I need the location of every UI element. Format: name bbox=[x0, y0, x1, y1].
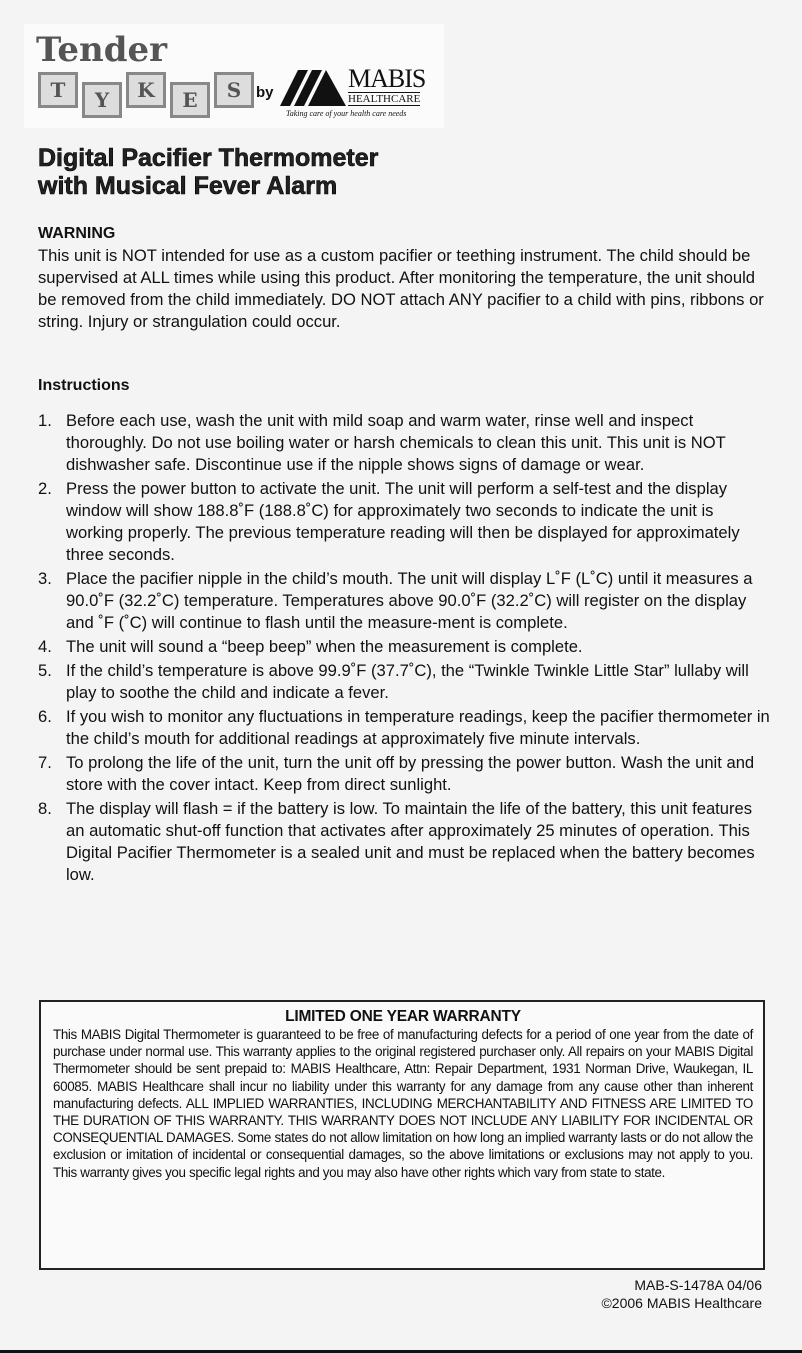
block: Y bbox=[82, 82, 122, 118]
item-text: If you wish to monitor any fluctuations in temperature readings, keep the pacifier thermometer in the child’s mouth for additional readings at approximately five minute intervals. bbox=[66, 707, 770, 748]
item-text: Place the pacifier nipple in the child’s mouth. The unit will display L˚F (L˚C) until it measures a 90.0˚F (32.2˚C) temperature. Temperatures above 90.0˚F (32.2˚C) will register on the display and ˚F (˚C) will continue to flash until the measure-ment is complete. bbox=[66, 569, 753, 632]
item-text: Before each use, wash the unit with mild soap and warm water, rinse well and inspect thoroughly. Do not use boiling water or harsh chemicals to clean this unit. This unit is NOT dishwasher safe. Discontinue use if the nipple shows signs of damage or wear. bbox=[66, 411, 726, 474]
block: K bbox=[126, 72, 166, 108]
list-item bbox=[38, 706, 770, 750]
mabis-wordmark: MABIS bbox=[348, 64, 426, 93]
instructions-list bbox=[38, 410, 770, 888]
item-number: 7. bbox=[38, 753, 52, 772]
list-item bbox=[38, 798, 770, 886]
by-label: by bbox=[256, 84, 274, 101]
warranty-box bbox=[39, 1000, 765, 1270]
item-text: To prolong the life of the unit, turn the unit off by pressing the power button. Wash the unit and store with the cover intact. Keep from direct sunlight. bbox=[66, 753, 755, 794]
warranty-text: This MABIS Digital Thermometer is guaranteed to be free of manufacturing defects for a period of one year from the date of purchase under normal use. This warranty applies to the original registered purchaser only. All repairs on your MABIS Digital Thermometer should be sent prepaid to: MABIS Healthcare, Attn: Repair Department, 1931 Norman Drive, Waukegan, IL 60085. MABIS Healthcare shall incur no liability under this warranty for any damage from any cause other than inherent manufacturing defects. ALL IMPLIED WARRANTIES, INCLUDING MERCHANTABILITY AND FITNESS ARE LIMITED TO THE DURATION OF THIS WARRANTY. THIS WARRANTY DOES NOT INCLUDE ANY LIABILITY FOR INCIDENTAL OR CONSEQUENTIAL DAMAGES. Some states do not allow limitation on how long an implied warranty lasts or do not allow the exclusion or imitation of incidental or consequential damages, so the above limitations or exclusions may not apply to you. This warranty gives you specific legal rights and you may also have other rights which vary from state to state. bbox=[53, 1027, 753, 1180]
tagline: Taking care of your health care needs bbox=[286, 109, 407, 118]
title-line: with Musical Fever Alarm bbox=[38, 172, 338, 200]
item-number: 2. bbox=[38, 479, 52, 498]
tykes-blocks bbox=[38, 72, 254, 118]
copyright: ©2006 MABIS Healthcare bbox=[601, 1295, 762, 1311]
mabis-logo-icon bbox=[280, 70, 346, 106]
item-number: 3. bbox=[38, 569, 52, 588]
item-number: 5. bbox=[38, 661, 52, 680]
list-item bbox=[38, 410, 770, 476]
instructions-heading: Instructions bbox=[38, 377, 130, 394]
item-number: 1. bbox=[38, 411, 52, 430]
list-item bbox=[38, 636, 770, 658]
warranty-heading: LIMITED ONE YEAR WARRANTY bbox=[285, 1008, 521, 1025]
item-text: The display will flash = if the battery is low. To maintain the life of the battery, this unit features an automatic shut-off function that activates after approximately 25 minutes of operation. This Digital Pacifier Thermometer is a sealed unit and must be replaced when the battery becomes low. bbox=[66, 799, 755, 884]
title-line: Digital Pacifier Thermometer bbox=[38, 144, 379, 172]
list-item bbox=[38, 752, 770, 796]
tender-tykes-logo-text: Tender bbox=[36, 30, 168, 70]
item-number: 4. bbox=[38, 637, 52, 656]
list-item bbox=[38, 660, 770, 704]
document-code: MAB-S-1478A 04/06 bbox=[634, 1277, 762, 1293]
block: E bbox=[170, 82, 210, 118]
block: T bbox=[38, 72, 78, 108]
item-number: 8. bbox=[38, 799, 52, 818]
footer bbox=[601, 1276, 762, 1312]
healthcare-wordmark: HEALTHCARE bbox=[348, 93, 421, 105]
item-text: If the child’s temperature is above 99.9˚F (37.7˚C), the “Twinkle Twinkle Little Star” lullaby will play to soothe the child and indicate a fever. bbox=[66, 661, 749, 702]
logo bbox=[24, 24, 444, 128]
warning-section bbox=[38, 223, 768, 333]
item-text: Press the power button to activate the unit. The unit will perform a self-test and the display window will show 188.8˚F (188.8˚C) for approximately two seconds to indicate the unit is working properly. The previous temperature reading will then be displayed for approximately three seconds. bbox=[66, 479, 740, 564]
warning-text: This unit is NOT intended for use as a custom pacifier or teething instrument. The child should be supervised at ALL times while using this product. After monitoring the temperature, the unit should be removed from the child immediately. DO NOT attach ANY pacifier to a child with pins, ribbons or string. Injury or strangulation could occur. bbox=[38, 246, 764, 331]
page-title bbox=[38, 144, 378, 200]
block: S bbox=[214, 72, 254, 108]
list-item bbox=[38, 568, 770, 634]
list-item bbox=[38, 478, 770, 566]
item-number: 6. bbox=[38, 707, 52, 726]
warning-heading: WARNING bbox=[38, 225, 116, 242]
item-text: The unit will sound a “beep beep” when the measurement is complete. bbox=[66, 637, 583, 656]
